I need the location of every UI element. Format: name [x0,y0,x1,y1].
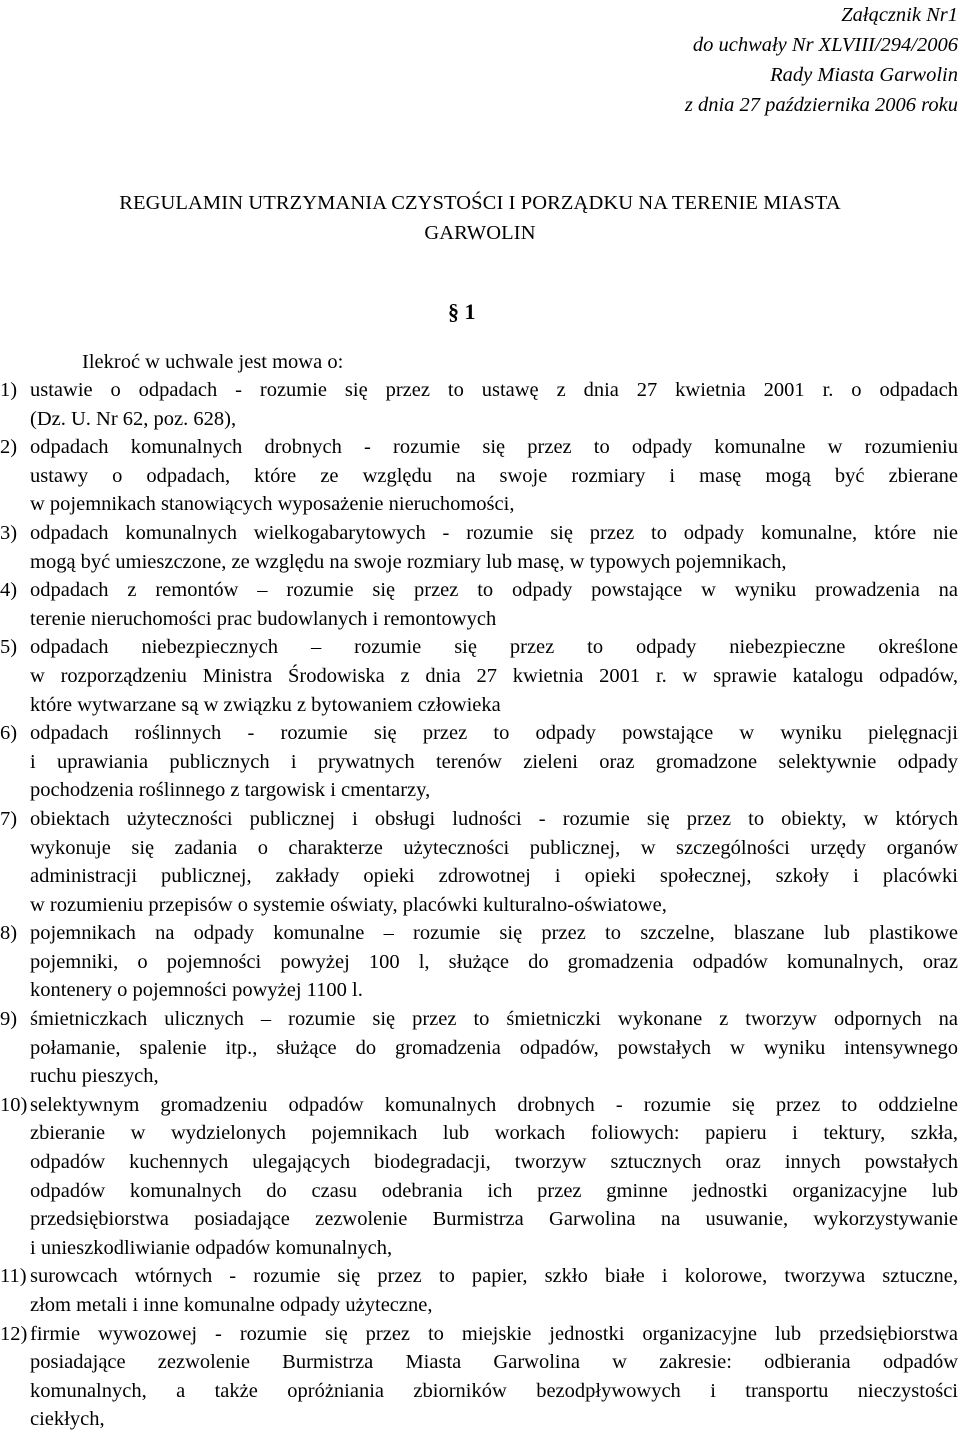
definition-line: administracji publicznej, zakłady opieki zdrowotnej i opieki społecznej, szkoły i placówki [30,865,958,888]
definitions-list [0,376,960,1434]
council-name: Rady Miasta Garwolin [770,64,958,86]
section-heading: § 1 [448,299,476,324]
definition-number: 1) [0,379,18,401]
definition-text [30,376,960,433]
definition-line: odpadach z remontów – rozumie się przez to odpady powstające w wyniku prowadzenia na [30,579,958,602]
definition-line: ciekłych, [30,1408,105,1431]
definition-item [0,576,960,633]
definition-line: odpadach komunalnych drobnych - rozumie się przez to odpady komunalne w rozumieniu [30,436,958,459]
attachment-header [358,0,958,120]
definition-line: odpadów komunalnych do czasu odebrania ich przez gminne jednostki organizacyjne lub [30,1179,958,1202]
definition-line: posiadające zezwolenie Burmistrza Miasta Garwolina w zakresie: odbierania odpadów [30,1351,958,1374]
definition-line: które wytwarzane są w związku z bytowaniem człowieka [30,693,501,716]
definition-line: ustawie o odpadach - rozumie się przez to ustawę z dnia 27 kwietnia 2001 r. o odpadach [30,379,958,401]
definition-line: pojemniki, o pojemności powyżej 100 l, służące do gromadzenia odpadów komunalnych, oraz [30,950,958,973]
definition-number: 6) [0,722,18,745]
definition-text [30,576,960,633]
definition-line: terenie nieruchomości prac budowlanych i remontowych [30,607,497,630]
intro-text: Ilekroć w uchwale jest mowa o: [82,351,344,373]
definition-line: firmie wywozowej - rozumie się przez to miejskie jednostki organizacyjne lub przedsiębiorstwa [30,1322,958,1345]
definition-number: 3) [0,521,18,544]
definition-text [30,633,960,719]
definition-line: w pojemnikach stanowiących wyposażenie nieruchomości, [30,493,515,516]
definition-text [30,1262,960,1319]
attachment-line: Załącznik Nr1 [841,4,958,26]
definition-item [0,919,960,1005]
definition-line: odpadów kuchennych ulegających biodegradacji, tworzyw sztucznych oraz innych powstałych [30,1151,958,1174]
definition-line: odpadach komunalnych wielkogabarytowych - rozumie się przez to odpady komunalne, które nie [30,521,958,544]
definition-line: selektywnym gromadzeniu odpadów komunalnych drobnych - rozumie się przez to oddzielne [30,1093,958,1116]
definition-item [0,376,960,433]
definition-line: kontenery o pojemności powyżej 1100 l. [30,979,363,1002]
resolution-number: do uchwały Nr XLVIII/294/2006 [692,34,958,56]
document-title-line-2: GARWOLIN [424,222,536,244]
definition-number: 7) [0,807,18,830]
definition-line: komunalnych, a także opróżniania zbiorników bezodpływowych i transportu nieczystości [30,1379,958,1402]
definition-line: ruchu pieszych, [30,1065,159,1088]
definition-line: przedsiębiorstwa posiadające zezwolenie Burmistrza Garwolina na usuwanie, wykorzystywanie [30,1208,958,1231]
definition-item [0,805,960,919]
definition-text [30,1005,960,1091]
definition-text [30,805,960,919]
definition-number: 11) [0,1265,27,1288]
definition-line: i unieszkodliwianie odpadów komunalnych, [30,1236,393,1259]
definition-text [30,719,960,805]
definition-item [0,1005,960,1091]
definition-item [0,1320,960,1434]
definition-item [0,519,960,576]
definition-line: odpadach niebezpiecznych – rozumie się przez to odpady niebezpieczne określone [30,636,958,659]
definition-line: połamanie, spalenie itp., służące do gromadzenia odpadów, powstałych w wyniku intensywnego [30,1036,958,1059]
definition-number: 4) [0,579,18,602]
definition-item [0,633,960,719]
definition-line: ustawy o odpadach, które ze względu na swoje rozmiary i masę mogą być zbierane [30,464,958,487]
document-title [0,188,960,248]
definition-line: śmietniczkach ulicznych – rozumie się przez to śmietniczki wykonane z tworzyw odpornych na [30,1008,958,1031]
definition-line: pochodzenia roślinnego z targowisk i cmentarzy, [30,779,431,802]
definition-number: 10) [0,1093,28,1116]
definition-item [0,433,960,519]
definition-line: złom metali i inne komunalne odpady użyteczne, [30,1294,433,1316]
definition-line: pojemnikach na odpady komunalne – rozumie się przez to szczelne, blaszane lub plastikowe [30,922,958,945]
definition-text [30,1320,960,1434]
definition-text [30,519,960,576]
definition-line: obiektach użyteczności publicznej i obsługi ludności - rozumie się przez to obiekty, w których [30,807,958,830]
definition-number: 8) [0,922,18,945]
definition-number: 12) [0,1322,28,1345]
definition-number: 2) [0,436,18,459]
definition-text [30,1091,960,1263]
definition-item [0,1091,960,1263]
document-title-line-1: REGULAMIN UTRZYMANIA CZYSTOŚCI I PORZĄDKU NA TERENIE MIASTA [119,192,841,214]
definition-line: zbieranie w wydzielonych pojemnikach lub workach foliowych: papieru i tektury, szkła, [30,1122,958,1145]
definition-line: mogą być umieszczone, ze względu na swoje rozmiary lub masę, w typowych pojemnikach, [30,550,787,573]
definition-text [30,919,960,1005]
definition-line: i uprawiania publicznych i prywatnych terenów zieleni oraz gromadzone selektywnie odpady [30,750,958,773]
definition-line: (Dz. U. Nr 62, poz. 628), [30,407,237,430]
definition-item [0,719,960,805]
definition-line: w rozumieniu przepisów o systemie oświaty, placówki kulturalno-oświatowe, [30,893,667,916]
definition-item [0,1262,960,1319]
definition-number: 9) [0,1008,18,1031]
definition-line: surowcach wtórnych - rozumie się przez to papier, szkło białe i kolorowe, tworzywa sztuczne, [30,1265,958,1288]
definition-text [30,433,960,519]
definition-line: wykonuje się zadania o charakterze użyteczności publicznej, w szczególności urzędy organów [30,836,958,859]
definition-line: odpadach roślinnych - rozumie się przez to odpady powstające w wyniku pielęgnacji [30,722,958,745]
definition-line: w rozporządzeniu Ministra Środowiska z dnia 27 kwietnia 2001 r. w sprawie katalogu odpadów, [30,664,958,687]
resolution-date: z dnia 27 października 2006 roku [684,94,958,116]
definition-number: 5) [0,636,18,659]
